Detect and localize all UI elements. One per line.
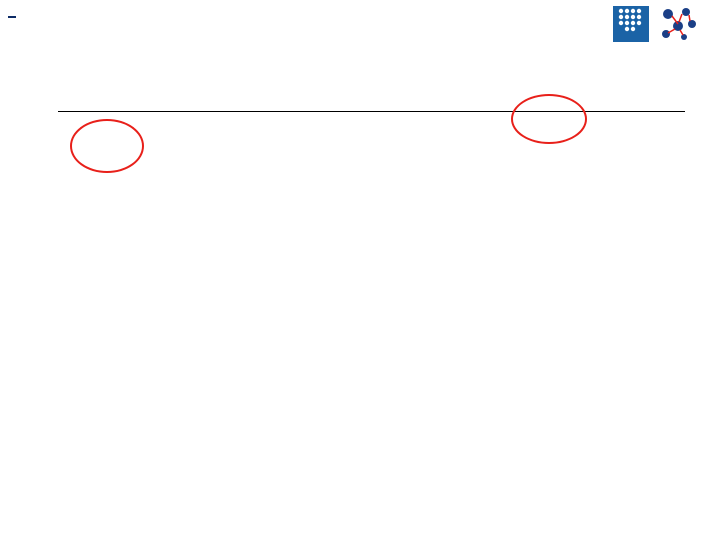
- table-top-rule: [58, 111, 685, 112]
- research-group-logo-icon: [658, 6, 698, 42]
- merit-logo: [8, 5, 103, 41]
- upc-logo-dots-icon: [613, 6, 649, 32]
- highlight-circle-n4: [511, 94, 587, 144]
- highlight-circle-zl: [70, 119, 144, 173]
- table-caption: [62, 94, 74, 106]
- merit-logo-word: [8, 16, 16, 18]
- upc-logo: [613, 6, 649, 42]
